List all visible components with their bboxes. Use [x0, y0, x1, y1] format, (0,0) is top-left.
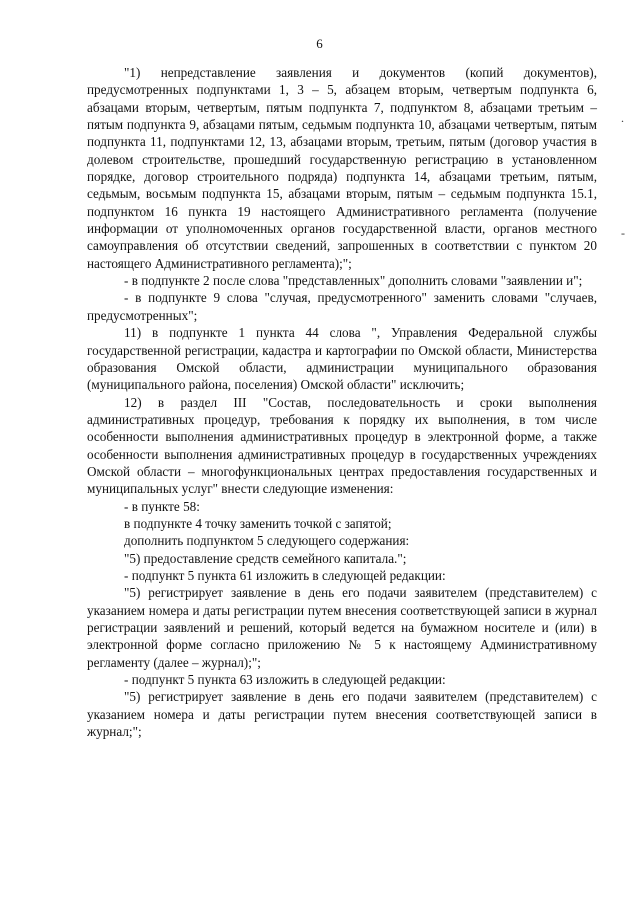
paragraph-registration-journal: "5) регистрирует заявление в день его подачи заявителем (представителем) с указанием номера и даты регистрации путем внесения соответствующей записи в журнал регистрации заявлений и решений, который ведется на бумажном носителе и (или) в электронной форме согласно приложению № 5 к настоящему Административному регламенту (далее – журнал);"; — [87, 585, 597, 670]
paragraph-add-subpoint-5: дополнить подпунктом 5 следующего содержания: — [124, 533, 410, 549]
paragraph-subitem-2-amendment: - в подпункте 2 после слова "представленных" дополнить словами "заявлении и"; — [124, 273, 583, 289]
paragraph-item-1-exclusion: "1) непредставление заявления и документов (копий документов), предусмотренных подпунктами 1, 3 – 5, абзацем вторым, четвертым подпункта 6, абзацами вторым, четвертым, пятым подпункта 7, подпунктом 8, абзацами третьим – пятым подпункта 9, абзацами пятым, седьмым подпункта 10, абзацами четвертым, пятым подпункта 11, подпунктами 12, 13, абзацами вторым, третьим, пятым (договор участия в долевом строительстве, прошедший государственную регистрацию в установленном порядке, договор строительного подряда) подпункта 14, абзацами третьим, пятым, седьмым, восьмым подпункта 15, абзацами вторым, пятым – седьмым подпункта 15.1, подпунктом 16 пункта 19 настоящего Административного регламента (получение информации от уполномоченных органов государственной власти, органов местного самоуправления об отсутствии сведений, запрошенных в соответствии с пунктом 20 настоящего Административного регламента);"; — [87, 65, 597, 271]
document-body — [87, 64, 597, 740]
page-number: 6 — [316, 36, 323, 51]
paragraph-family-capital: "5) предоставление средств семейного капитала."; — [124, 550, 407, 566]
paragraph-registration-entry: "5) регистрирует заявление в день его подачи заявителем (представителем) с указанием номера и даты регистрации путем внесения соответствующей записи в журнал;"; — [87, 689, 597, 740]
margin-mark: . — [621, 111, 624, 125]
paragraph-item-12: 12) в раздел III "Состав, последовательность и сроки выполнения административных процедур, требования к порядку их выполнения, в том числе особенности выполнения административных процедур в электронной форме, а также особенности выполнения административных процедур в государственных учреждениях Омской области – многофункциональных центрах предоставления государственных и муниципальных услуг" внести следующие изменения: — [87, 394, 597, 497]
margin-mark: - — [621, 226, 625, 240]
paragraph-point-63: - подпункт 5 пункта 63 изложить в следующей редакции: — [124, 672, 446, 688]
paragraph-point-61: - подпункт 5 пункта 61 изложить в следующей редакции: — [124, 567, 446, 583]
paragraph-subpoint-4: в подпункте 4 точку заменить точкой с запятой; — [124, 515, 392, 531]
paragraph-subitem-9-amendment: - в подпункте 9 слова "случая, предусмотренного" заменить словами "случаев, предусмотренных"; — [87, 290, 597, 323]
paragraph-item-11: 11) в подпункте 1 пункта 44 слова ", Управления Федеральной службы государственной регистрации, кадастра и картографии по Омской области, Министерства образования Омской области, администрации муниципального образования (муниципального района, поселения) Омской области" исключить; — [87, 325, 597, 393]
paragraph-point-58: - в пункте 58: — [124, 498, 200, 514]
